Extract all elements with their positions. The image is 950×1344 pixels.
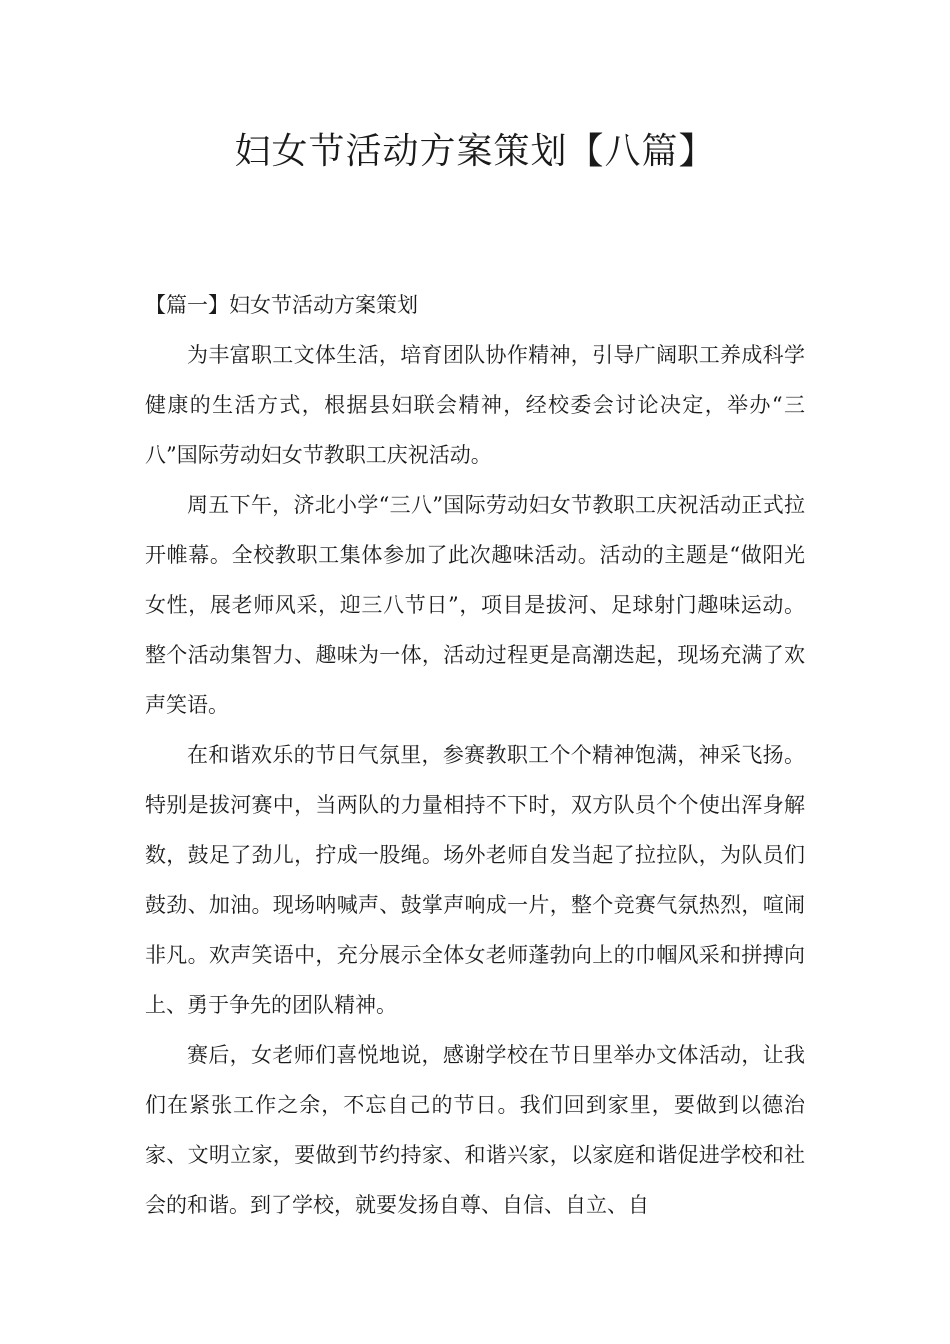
paragraph-1: 为丰富职工文体生活，培育团队协作精神，引导广阔职工养成科学健康的生活方式，根据县妇联会精神，经校委会讨论决定，举办“三八”国际劳动妇女节教职工庆祝活动。 (145, 343, 805, 467)
paragraph-2: 周五下午，济北小学“三八”国际劳动妇女节教职工庆祝活动正式拉开帷幕。全校教职工集体参加了此次趣味活动。活动的主题是“做阳光女性，展老师风采，迎三八节日”，项目是拔河、足球射门趣味运动。整个活动集智力、趣味为一体，活动过程更是高潮迭起，现场充满了欢声笑语。 (145, 493, 805, 717)
document-body (145, 280, 805, 1230)
paragraph-3: 在和谐欢乐的节日气氛里，参赛教职工个个精神饱满，神采飞扬。特别是拔河赛中，当两队的力量相持不下时，双方队员个个使出浑身解数，鼓足了劲儿，拧成一股绳。场外老师自发当起了拉拉队，为队员们鼓劲、加油。现场呐喊声、鼓掌声响成一片，整个竞赛气氛热烈，喧闹非凡。欢声笑语中，充分展示全体女老师蓬勃向上的巾帼风采和拼搏向上、勇于争先的团队精神。 (145, 743, 805, 1017)
paragraph-4: 赛后，女老师们喜悦地说，感谢学校在节日里举办文体活动，让我们在紧张工作之余，不忘自己的节日。我们回到家里，要做到以德治家、文明立家，要做到节约持家、和谐兴家，以家庭和谐促进学校和社会的和谐。到了学校，就要发扬自尊、自信、自立、自 (145, 1043, 805, 1217)
section-heading: 【篇一】妇女节活动方案策划 (145, 293, 418, 317)
document-title: 妇女节活动方案策划【八篇】 (234, 131, 716, 172)
